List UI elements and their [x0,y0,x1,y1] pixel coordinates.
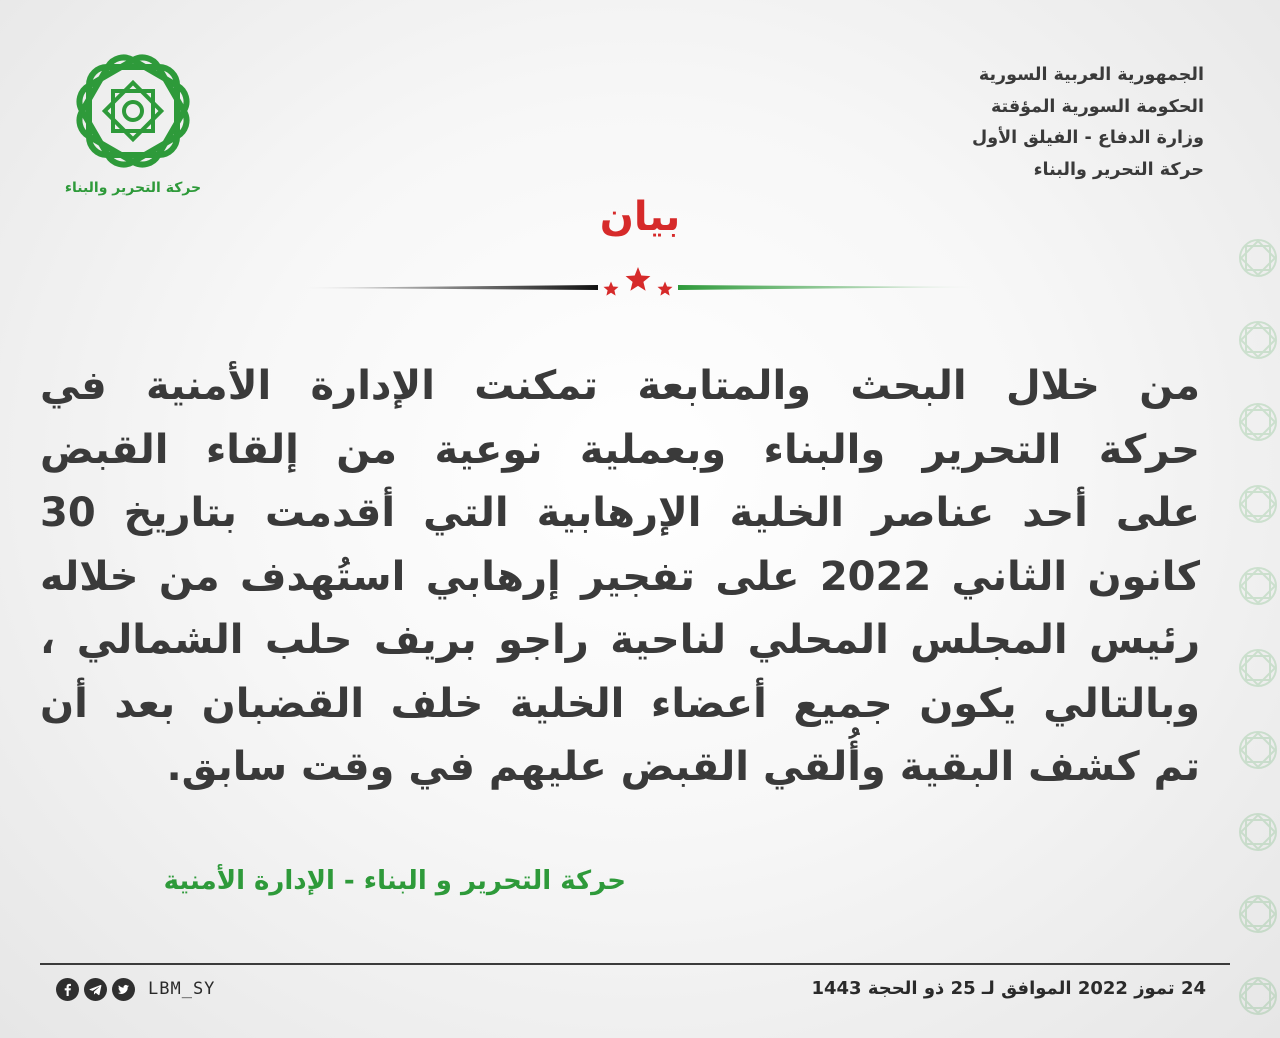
star-icon [658,282,673,296]
body-line: كانون الثاني 2022 على تفجير إرهابي استُهدف من خلاله [40,553,1201,600]
facebook-icon[interactable] [56,978,79,1001]
social-links [56,976,215,1002]
footer-divider [40,963,1230,965]
logo-caption: حركة التحرير والبناء [64,180,202,196]
twitter-icon[interactable] [112,978,135,1001]
statement-title: بيان [599,194,681,240]
header-line-movement: حركة التحرير والبناء [1033,159,1204,180]
body-line: رئيس المجلس المحلي لناحية راجو بريف حلب الشمالي ، [40,617,1200,663]
header-line-government: الحكومة السورية المؤقتة [990,96,1204,117]
body-line: حركة التحرير والبناء وبعملية نوعية من إلقاء القبض [40,426,1200,473]
body-line: من خلال البحث والمتابعة تمكنت الإدارة الأمنية في [40,363,1200,409]
body-line: على أحد عناصر الخلية الإرهابية التي أقدمت بتاريخ 30 [40,490,1200,536]
body-line: وبالتالي يكون جميع أعضاء الخلية خلف القضبان بعد أن [40,680,1200,727]
side-pattern-decoration [1220,230,1280,1038]
star-icon [626,267,651,291]
signature: حركة التحرير و البناء - الإدارة الأمنية [163,866,626,896]
flag-divider [300,267,976,301]
star-icon [604,282,619,296]
header-line-republic: الجمهورية العربية السورية [978,65,1204,85]
statement-date: 24 تموز 2022 الموافق لـ 25 ذو الحجة 1443 [811,978,1206,999]
movement-logo [58,48,208,208]
body-line: تم كشف البقية وأُلقي القبض عليهم في وقت سابق. [166,744,1200,790]
header-line-ministry: وزارة الدفاع - الفيلق الأول [972,128,1204,148]
statement-body [40,355,1200,800]
telegram-icon[interactable] [84,978,107,1001]
social-handle[interactable]: LBM_SY [148,979,216,999]
logo-emblem-icon [70,48,196,174]
issuer-header [784,60,1204,186]
